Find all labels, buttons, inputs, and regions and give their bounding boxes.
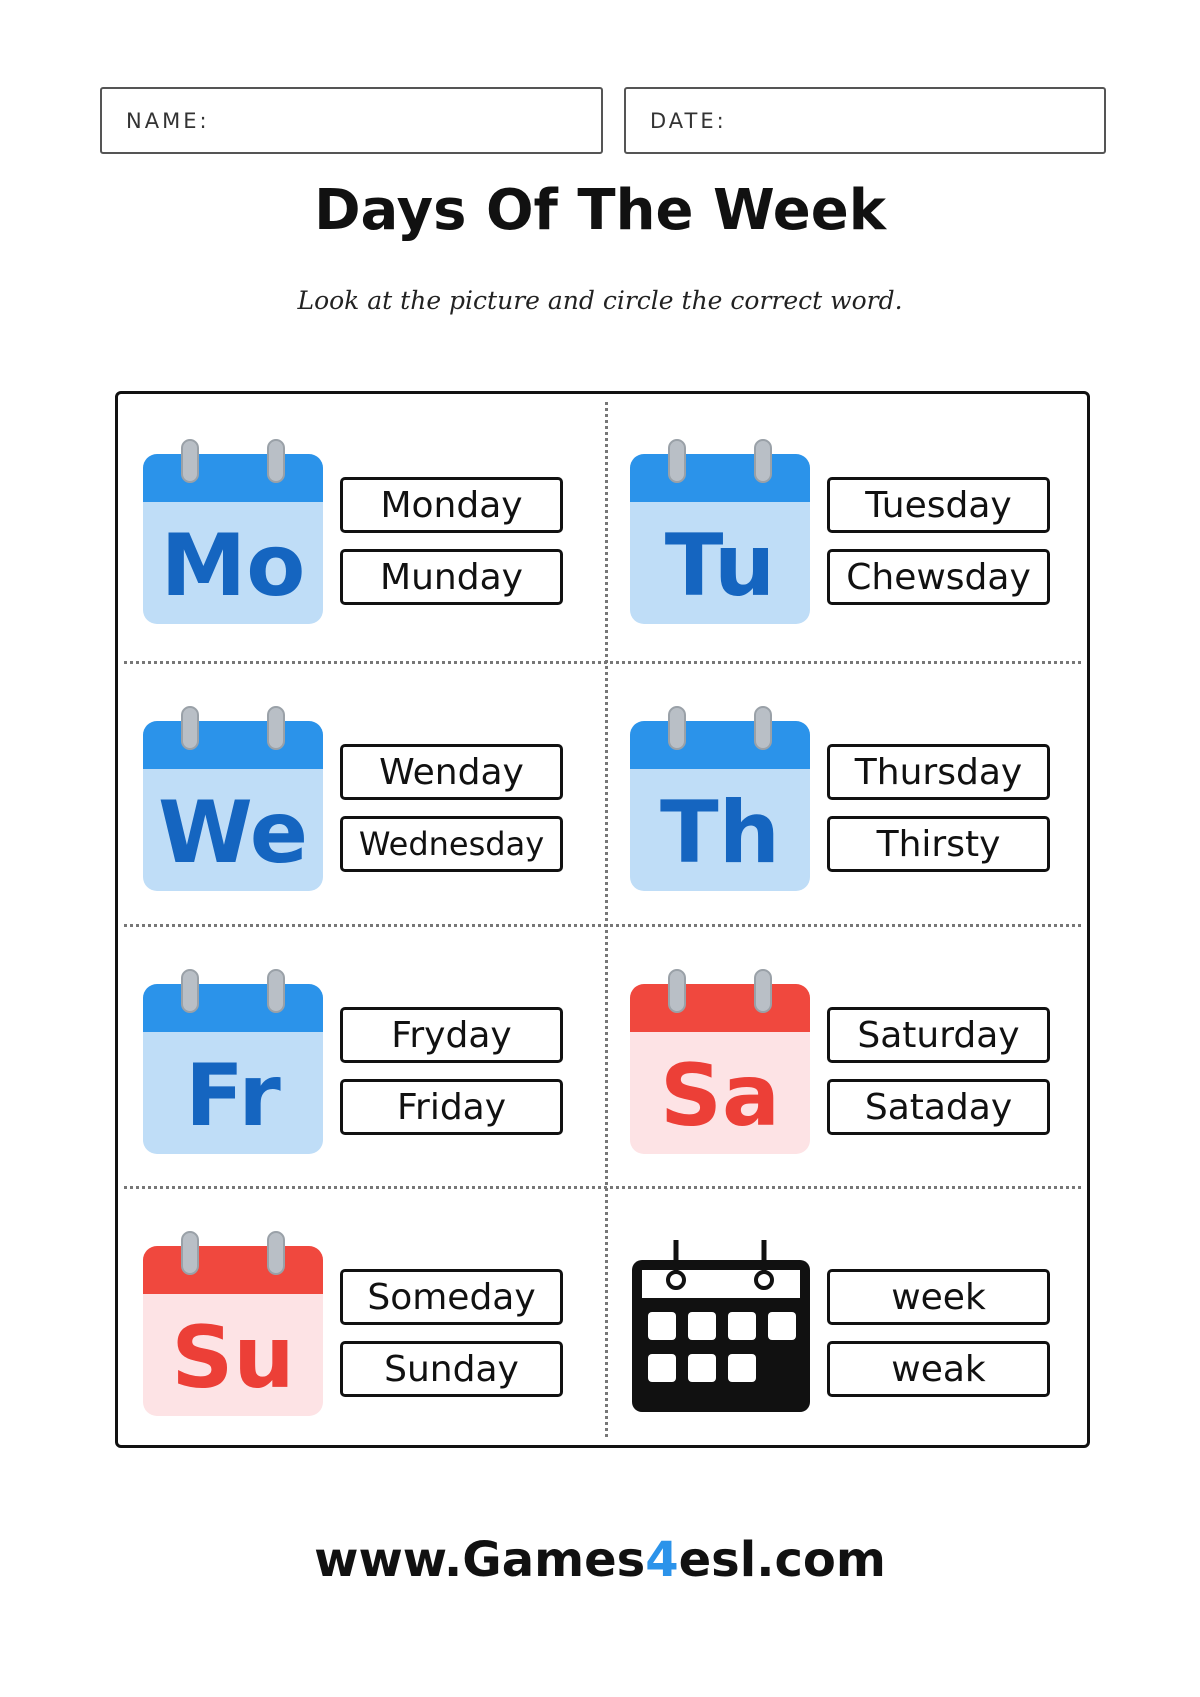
calendar-icon	[630, 984, 810, 1154]
date-label: DATE:	[650, 108, 727, 133]
calendar-day-abbr: Mo	[160, 516, 306, 616]
calendar-icon	[630, 721, 810, 891]
exercise-item-monday	[118, 394, 602, 656]
page-title: Days Of The Week	[314, 178, 886, 243]
calendar-icon	[143, 721, 323, 891]
word-option[interactable]: Thursday	[827, 744, 1050, 800]
word-option[interactable]: Chewsday	[827, 549, 1050, 605]
exercise-item-thursday	[605, 661, 1089, 923]
word-option[interactable]: Sunday	[340, 1341, 563, 1397]
calendar-icon	[143, 454, 323, 624]
exercise-item-week	[605, 1186, 1089, 1448]
instructions: Look at the picture and circle the correct word.	[297, 286, 903, 315]
calendar-day-abbr: Su	[171, 1308, 295, 1408]
exercise-item-wednesday	[118, 661, 602, 923]
word-option[interactable]: Wenday	[340, 744, 563, 800]
word-option[interactable]: Fryday	[340, 1007, 563, 1063]
calendar-icon	[143, 984, 323, 1154]
word-option[interactable]: Thirsty	[827, 816, 1050, 872]
exercise-grid	[115, 391, 1090, 1448]
week-calendar-icon	[630, 1236, 812, 1416]
exercise-item-saturday	[605, 924, 1089, 1186]
footer-url-start: www.Games	[314, 1532, 646, 1588]
word-option[interactable]: Someday	[340, 1269, 563, 1325]
date-field[interactable]	[624, 87, 1106, 154]
calendar-day-abbr: We	[157, 783, 309, 883]
word-option[interactable]: Tuesday	[827, 477, 1050, 533]
footer-url	[0, 1532, 1200, 1588]
word-option[interactable]: week	[827, 1269, 1050, 1325]
word-option[interactable]: weak	[827, 1341, 1050, 1397]
name-label: NAME:	[126, 108, 210, 133]
calendar-icon	[143, 1246, 323, 1416]
footer-url-end: esl.com	[678, 1532, 886, 1588]
exercise-item-sunday	[118, 1186, 602, 1448]
word-option[interactable]: Munday	[340, 549, 563, 605]
footer-url-accent: 4	[645, 1532, 679, 1588]
word-option[interactable]: Friday	[340, 1079, 563, 1135]
word-option[interactable]: Wednesday	[340, 816, 563, 872]
exercise-item-tuesday	[605, 394, 1089, 656]
calendar-day-abbr: Tu	[664, 516, 776, 616]
calendar-day-abbr: Th	[660, 783, 780, 883]
word-option[interactable]: Monday	[340, 477, 563, 533]
name-field[interactable]	[100, 87, 603, 154]
calendar-day-abbr: Fr	[185, 1046, 281, 1146]
calendar-icon	[630, 454, 810, 624]
word-option[interactable]: Sataday	[827, 1079, 1050, 1135]
word-option[interactable]: Saturday	[827, 1007, 1050, 1063]
exercise-item-friday	[118, 924, 602, 1186]
calendar-day-abbr: Sa	[660, 1046, 780, 1146]
